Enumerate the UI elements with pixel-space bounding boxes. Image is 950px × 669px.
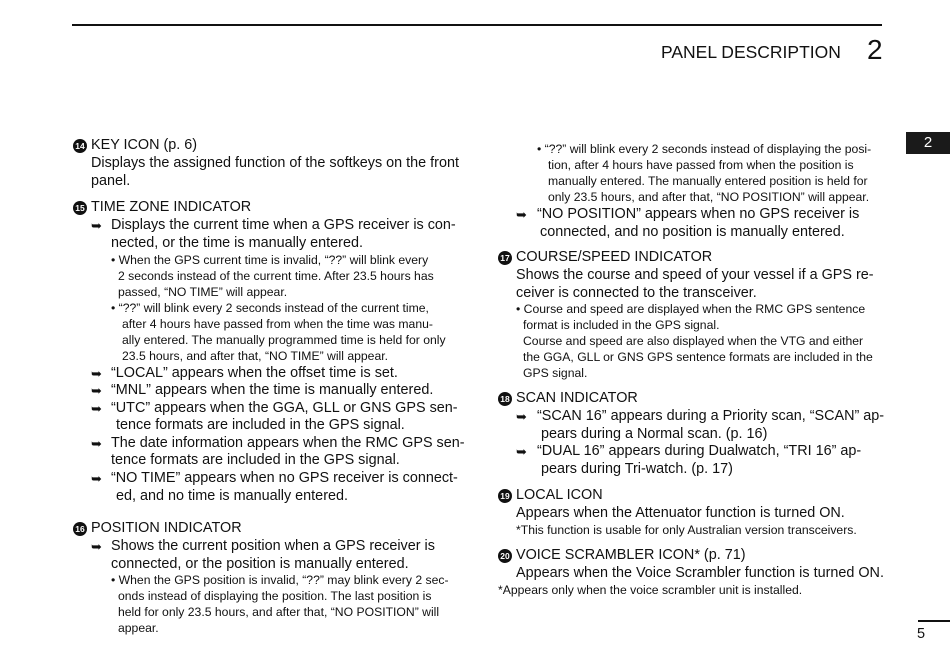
arrow-bullet-icon: ➥ bbox=[91, 218, 102, 233]
body-text: panel. bbox=[91, 173, 131, 189]
note-text: *This function is usable for only Australian version transceivers. bbox=[516, 523, 857, 537]
note-text: onds instead of displaying the position. The last position is bbox=[118, 589, 432, 603]
chapter-tab: 2 bbox=[906, 132, 950, 154]
body-text: Appears when the Attenuator function is turned ON. bbox=[516, 505, 845, 521]
body-text: pears during Tri-watch. (p. 17) bbox=[541, 461, 733, 477]
body-text: tence formats are included in the GPS signal. bbox=[111, 452, 400, 468]
note-text: only 23.5 hours, and after that, “NO POSITION” will appear. bbox=[548, 190, 870, 204]
note-text: • “??” will blink every 2 seconds instead of the current time, bbox=[111, 301, 429, 315]
body-text: pears during a Normal scan. (p. 16) bbox=[541, 426, 768, 442]
body-text: Displays the assigned function of the softkeys on the front bbox=[91, 155, 459, 171]
body-text: Shows the course and speed of your vessel if a GPS re- bbox=[516, 267, 874, 283]
item-title-voice-scrambler-icon: VOICE SCRAMBLER ICON* (p. 71) bbox=[516, 547, 746, 563]
arrow-bullet-icon: ➥ bbox=[91, 539, 102, 554]
note-text: 23.5 hours, and after that, “NO TIME” will appear. bbox=[122, 349, 388, 363]
note-text: after 4 hours have passed from when the time was manu- bbox=[122, 317, 433, 331]
body-text: “LOCAL” appears when the offset time is set. bbox=[111, 365, 398, 381]
body-text: ceiver is connected to the transceiver. bbox=[516, 285, 757, 301]
note-text: GPS signal. bbox=[523, 366, 588, 380]
page-number: 5 bbox=[917, 626, 926, 642]
item-title-local-icon: LOCAL ICON bbox=[516, 487, 603, 503]
item-title-course-speed-indicator: COURSE/SPEED INDICATOR bbox=[516, 249, 713, 265]
note-text: format is included in the GPS signal. bbox=[523, 318, 720, 332]
arrow-bullet-icon: ➥ bbox=[516, 207, 527, 222]
body-text: “NO POSITION” appears when no GPS receiver is bbox=[537, 206, 860, 222]
body-text: “MNL” appears when the time is manually entered. bbox=[111, 382, 434, 398]
item-title-position-indicator: POSITION INDICATOR bbox=[91, 520, 242, 536]
body-text: connected, or the position is manually entered. bbox=[111, 556, 409, 572]
body-text: Shows the current position when a GPS receiver is bbox=[111, 538, 435, 554]
arrow-bullet-icon: ➥ bbox=[91, 436, 102, 451]
arrow-bullet-icon: ➥ bbox=[91, 401, 102, 416]
arrow-bullet-icon: ➥ bbox=[516, 409, 527, 424]
note-text: • “??” will blink every 2 seconds instead of displaying the posi- bbox=[537, 142, 872, 156]
note-text: tion, after 4 hours have passed from when the position is bbox=[548, 158, 854, 172]
note-text: passed, “NO TIME” will appear. bbox=[118, 285, 288, 299]
note-text: the GGA, GLL or GNS GPS sentence formats are included in the bbox=[523, 350, 873, 364]
note-text: manually entered. The manually entered position is held for bbox=[548, 174, 868, 188]
note-text: appear. bbox=[118, 621, 159, 635]
body-text: Displays the current time when a GPS receiver is con- bbox=[111, 217, 456, 233]
note-text: • When the GPS current time is invalid, “??” will blink every bbox=[111, 253, 429, 267]
header-rule bbox=[72, 24, 882, 26]
arrow-bullet-icon: ➥ bbox=[516, 444, 527, 459]
item-number-badge-15: 15 bbox=[73, 201, 87, 215]
item-number-badge-17: 17 bbox=[498, 251, 512, 265]
arrow-bullet-icon: ➥ bbox=[91, 383, 102, 398]
note-text: • Course and speed are displayed when the RMC GPS sentence bbox=[516, 302, 866, 316]
body-text: “NO TIME” appears when no GPS receiver is connect- bbox=[111, 470, 458, 486]
body-text: ed, and no time is manually entered. bbox=[116, 488, 348, 504]
body-text: “UTC” appears when the GGA, GLL or GNS GPS sen- bbox=[111, 400, 458, 416]
item-title-key-icon: KEY ICON (p. 6) bbox=[91, 137, 198, 153]
item-title-scan-indicator: SCAN INDICATOR bbox=[516, 390, 638, 406]
body-text: The date information appears when the RMC GPS sen- bbox=[111, 435, 465, 451]
body-text: Appears when the Voice Scrambler function is turned ON. bbox=[516, 565, 884, 581]
body-text: nected, or the time is manually entered. bbox=[111, 235, 363, 251]
item-title-time-zone-indicator: TIME ZONE INDICATOR bbox=[91, 199, 252, 215]
footnote-text: *Appears only when the voice scrambler unit is installed. bbox=[498, 583, 803, 597]
body-text: connected, and no position is manually entered. bbox=[540, 224, 845, 240]
body-text: tence formats are included in the GPS signal. bbox=[116, 417, 405, 433]
note-text: ally entered. The manually programmed time is held for only bbox=[122, 333, 446, 347]
note-text: 2 seconds instead of the current time. After 23.5 hours has bbox=[118, 269, 434, 283]
note-text: Course and speed are also displayed when the VTG and either bbox=[523, 334, 864, 348]
item-number-badge-14: 14 bbox=[73, 139, 87, 153]
section-title: PANEL DESCRIPTION bbox=[661, 42, 841, 62]
note-text: held for only 23.5 hours, and after that, “NO POSITION” will bbox=[118, 605, 440, 619]
item-number-badge-16: 16 bbox=[73, 522, 87, 536]
item-number-badge-19: 19 bbox=[498, 489, 512, 503]
footer-rule bbox=[918, 620, 950, 622]
arrow-bullet-icon: ➥ bbox=[91, 366, 102, 381]
item-number-badge-20: 20 bbox=[498, 549, 512, 563]
body-text: “SCAN 16” appears during a Priority scan, “SCAN” ap- bbox=[537, 408, 885, 424]
section-number: 2 bbox=[867, 34, 883, 65]
arrow-bullet-icon: ➥ bbox=[91, 471, 102, 486]
body-text: “DUAL 16” appears during Dualwatch, “TRI 16” ap- bbox=[537, 443, 862, 459]
item-number-badge-18: 18 bbox=[498, 392, 512, 406]
note-text: • When the GPS position is invalid, “??” may blink every 2 sec- bbox=[111, 573, 449, 587]
